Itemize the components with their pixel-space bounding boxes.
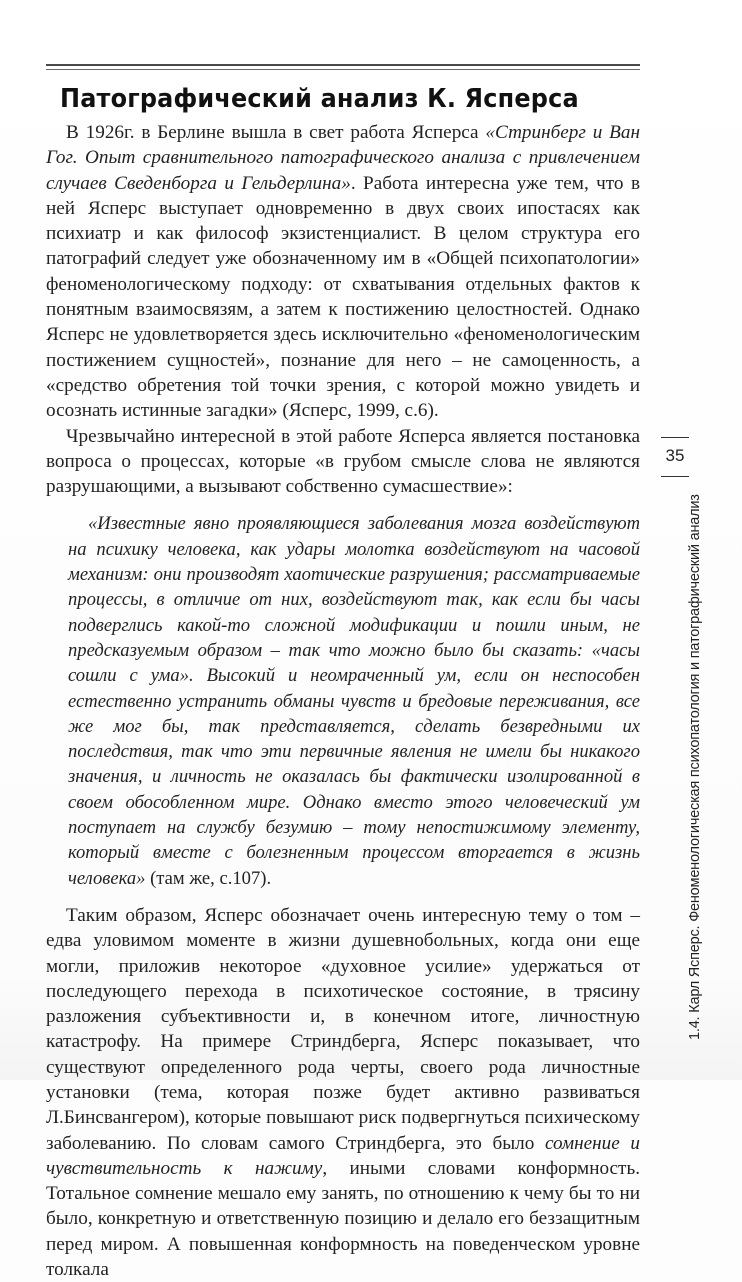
page-number-rule-bottom — [661, 476, 689, 477]
quote-citation: (там же, с.107). — [145, 867, 272, 889]
running-head-vertical: 1.4. Карл Ясперс. Феноменологическая психопатология и патографический анализ — [687, 494, 703, 1040]
book-title-citation: «Стринберг и Ван Гог. Опыт сравнительного патографического анализа с привлечением случаев Сведенборга и Гельдерлина» — [46, 122, 640, 194]
quote-text: «Известные явно проявляющиеся заболевания мозга воздействуют на психику человека, как удары молотка воздействуют на часовой механизм: они производят хаотические разрушения; рассматриваемые процессы, в отличие от них, воздействуют так, как если бы часы подверглись какой-то сложной модификации и пошли иным, не предсказуемым образом – так что можно было бы сказать: «часы сошли с ума». Высокий и неомраченный ум, если он неспособен естественно устранить обманы чувств и бредовые переживания, все же мог бы, так представляется, сделать безвредными их последствия, так что эти первичные явления не имели бы никакого значения, и личность не оказалась бы фактически изолированной в своем обособленном мире. Однако вместо этого человеческий ум поступает на службу безумию – тому непостижимому элементу, который вместе с болезненным процессом вторгается в жизнь человека» — [68, 513, 640, 889]
page-number: 35 — [665, 446, 685, 465]
section-title: Патографический анализ К. Ясперса — [60, 84, 579, 114]
header-double-rule — [46, 64, 640, 70]
paragraph-1: В 1926г. в Берлине вышла в свет работа Ясперса «Стринберг и Ван Гог. Опыт сравнительного патографического анализа с привлечением случаев Сведенборга и Гельдерлина». Работа интересна уже тем, что в ней Ясперс выступает одновременно в двух своих ипостасях как психиатр и как философ экзистенциалист. В целом структура его патографий следует уже обозначенному им в «Общей психопатологии» феноменологическому подходу: от схватывания отдельных фактов к понятным взаимосвязям, а затем к постижению целостностей. Однако Ясперс не удовлетворяется здесь исключительно «феноменологическим постижением сущностей», познание для него – не самоценность, а «средство обретения той точки зрения, с которой можно увидеть и осознать истинные загадки» (Ясперс, 1999, с.6). — [46, 122, 640, 422]
emphasis-phrase: сомнение и чувствительность к нажиму — [46, 1132, 641, 1179]
paragraph-3: Таким образом, Ясперс обозначает очень интересную тему о том – едва уловимом моменте в жизни душевнобольных, когда они еще могли, приложив некоторое «духовное усилие» удержаться от последующего перехода в психотическое состояние, в трясину разложения субъективности и, в конечном итоге, личностную катастрофу. На примере Стриндберга, Ясперс показывает, что существуют определенного рода черты, своего рода личностные установки (тема, которая позже будет активно развиваться Л.Бинсвангером), которые повышают риск подвергнуться психическому заболеванию. По словам самого Стриндберга, это было сомнение и чувствительность к нажиму, иными словами конформность. Тотальное сомнение мешало ему занять, по отношению к чему бы то ни было, конкретную и ответственную позицию и делало его беззащитным перед миром. А повышенная конформность на поведенческом уровне толкала — [46, 904, 641, 1281]
paragraph-2: Чрезвычайно интересной в этой работе Ясперса является постановка вопроса о процессах, которые «в грубом смысле слова не являются разрушающими, а вызывают собственно сумасшествие»: — [46, 425, 640, 498]
block-quote — [68, 511, 640, 890]
body-text — [46, 120, 640, 1282]
page-number-block — [660, 437, 690, 477]
